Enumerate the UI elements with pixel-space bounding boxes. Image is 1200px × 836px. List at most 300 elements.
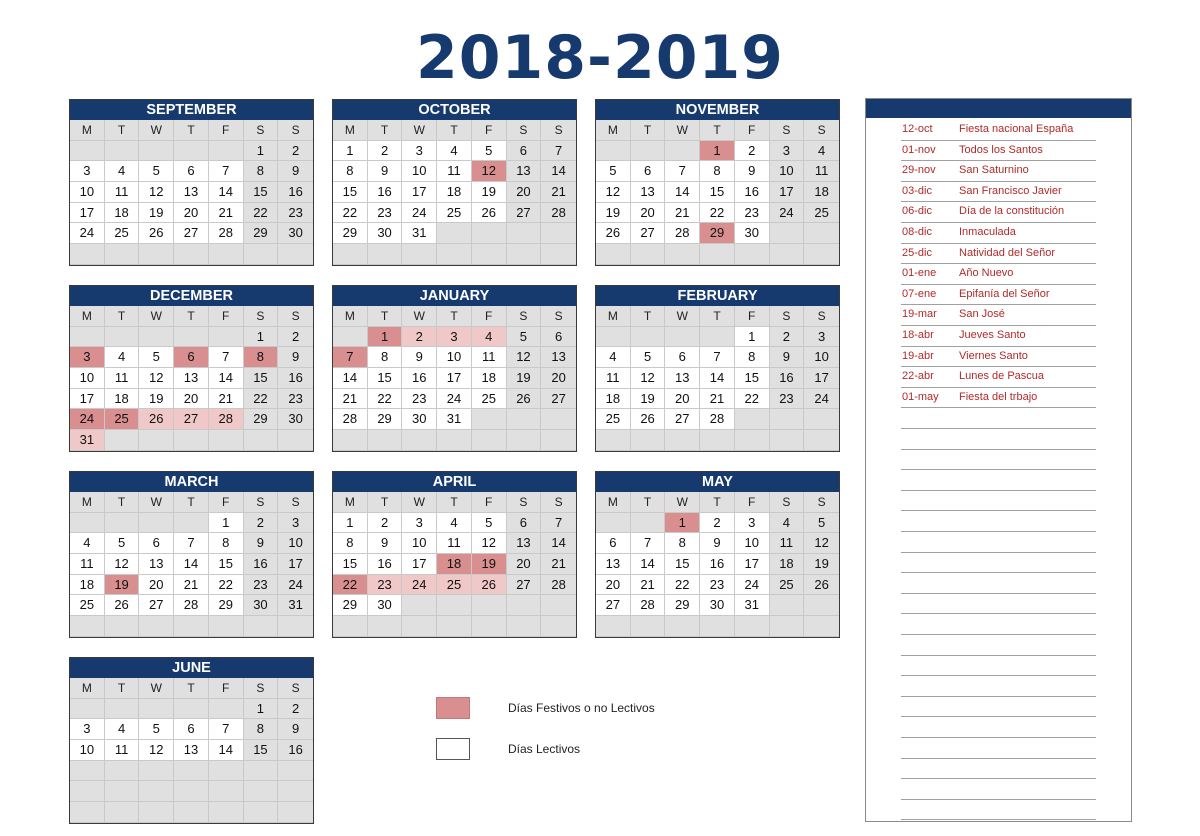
month-september <box>69 99 314 266</box>
day-cell: 27 <box>541 389 576 410</box>
day-cell: 15 <box>209 554 244 575</box>
empty-day-cell <box>139 513 174 534</box>
day-cell: 29 <box>333 223 368 244</box>
day-cell: 18 <box>804 182 839 203</box>
weekday-label: S <box>278 492 313 513</box>
day-cell: 30 <box>278 223 313 244</box>
weekday-label: S <box>278 678 313 699</box>
day-cell: 29 <box>665 595 700 616</box>
day-cell: 1 <box>665 513 700 534</box>
day-cell: 5 <box>596 161 631 182</box>
day-cell: 23 <box>278 389 313 410</box>
day-cell: 25 <box>437 575 472 596</box>
day-cell: 17 <box>70 389 105 410</box>
day-cell: 25 <box>804 203 839 224</box>
empty-day-cell <box>278 761 313 782</box>
day-cell: 22 <box>700 203 735 224</box>
empty-day-cell <box>105 327 140 348</box>
day-cell: 2 <box>402 327 437 348</box>
day-cell: 1 <box>333 513 368 534</box>
weekday-label: S <box>804 306 839 327</box>
day-cell: 14 <box>209 182 244 203</box>
empty-day-cell <box>665 244 700 265</box>
empty-day-cell <box>700 327 735 348</box>
day-cell: 13 <box>631 182 666 203</box>
page-title: 2018-2019 <box>416 23 784 93</box>
day-cell: 31 <box>70 430 105 451</box>
empty-day-cell <box>596 327 631 348</box>
month-title: SEPTEMBER <box>70 100 313 120</box>
day-cell: 3 <box>70 161 105 182</box>
month-title: OCTOBER <box>333 100 576 120</box>
day-cell: 2 <box>244 513 279 534</box>
empty-day-cell <box>174 781 209 802</box>
day-cell: 27 <box>139 595 174 616</box>
day-cell: 9 <box>278 161 313 182</box>
empty-day-cell <box>770 595 805 616</box>
weekday-label: W <box>402 306 437 327</box>
day-cell: 5 <box>631 347 666 368</box>
empty-day-cell <box>70 513 105 534</box>
day-cell: 6 <box>174 719 209 740</box>
day-cell: 12 <box>139 740 174 761</box>
day-cell: 31 <box>278 595 313 616</box>
empty-day-cell <box>402 595 437 616</box>
day-cell: 26 <box>631 409 666 430</box>
weekday-label: M <box>70 492 105 513</box>
month-title: JUNE <box>70 658 313 678</box>
day-cell: 5 <box>507 327 542 348</box>
day-cell: 7 <box>631 533 666 554</box>
empty-day-cell <box>507 430 542 451</box>
empty-day-cell <box>437 430 472 451</box>
day-cell: 3 <box>278 513 313 534</box>
day-cell: 18 <box>437 554 472 575</box>
month-december <box>69 285 314 452</box>
day-cell: 16 <box>735 182 770 203</box>
empty-day-cell <box>333 430 368 451</box>
weekday-label: F <box>209 492 244 513</box>
empty-day-cell <box>139 781 174 802</box>
empty-day-cell <box>209 761 244 782</box>
empty-day-cell <box>507 595 542 616</box>
day-cell: 30 <box>368 595 403 616</box>
holiday-row <box>901 346 1096 368</box>
holiday-blank-row <box>901 552 1096 574</box>
empty-day-cell <box>402 244 437 265</box>
holiday-blank-row <box>901 593 1096 615</box>
day-cell: 30 <box>735 223 770 244</box>
day-cell: 2 <box>368 141 403 162</box>
holiday-name: San Francisco Javier <box>959 184 1062 197</box>
holiday-row <box>901 119 1096 141</box>
weekday-label: S <box>244 306 279 327</box>
empty-day-cell <box>244 781 279 802</box>
weekday-label: M <box>596 306 631 327</box>
weekday-label: T <box>174 306 209 327</box>
empty-day-cell <box>70 616 105 637</box>
day-cell: 1 <box>333 141 368 162</box>
day-cell: 17 <box>402 182 437 203</box>
weekday-label: W <box>139 678 174 699</box>
empty-day-cell <box>209 802 244 823</box>
month-days-grid <box>70 678 313 823</box>
day-cell: 7 <box>541 513 576 534</box>
empty-day-cell <box>631 616 666 637</box>
day-cell: 11 <box>804 161 839 182</box>
day-cell: 26 <box>139 409 174 430</box>
day-cell: 6 <box>139 533 174 554</box>
empty-day-cell <box>209 430 244 451</box>
day-cell: 17 <box>278 554 313 575</box>
day-cell: 4 <box>105 719 140 740</box>
empty-day-cell <box>596 244 631 265</box>
day-cell: 25 <box>596 409 631 430</box>
day-cell: 14 <box>631 554 666 575</box>
empty-day-cell <box>139 616 174 637</box>
empty-day-cell <box>541 223 576 244</box>
day-cell: 30 <box>402 409 437 430</box>
day-cell: 8 <box>735 347 770 368</box>
day-cell: 8 <box>209 533 244 554</box>
holiday-blank-row <box>901 531 1096 553</box>
weekday-label: S <box>278 306 313 327</box>
day-cell: 7 <box>209 719 244 740</box>
month-title: JANUARY <box>333 286 576 306</box>
day-cell: 26 <box>472 575 507 596</box>
empty-day-cell <box>278 244 313 265</box>
day-cell: 5 <box>139 161 174 182</box>
day-cell: 5 <box>105 533 140 554</box>
empty-day-cell <box>278 802 313 823</box>
day-cell: 12 <box>139 182 174 203</box>
month-title: DECEMBER <box>70 286 313 306</box>
day-cell: 15 <box>368 368 403 389</box>
day-cell: 24 <box>437 389 472 410</box>
weekday-label: W <box>139 306 174 327</box>
day-cell: 23 <box>735 203 770 224</box>
month-title: NOVEMBER <box>596 100 839 120</box>
empty-day-cell <box>70 699 105 720</box>
weekday-label: T <box>105 492 140 513</box>
day-cell: 22 <box>209 575 244 596</box>
day-cell: 9 <box>700 533 735 554</box>
day-cell: 20 <box>665 389 700 410</box>
day-cell: 24 <box>402 203 437 224</box>
day-cell: 3 <box>402 513 437 534</box>
month-days-grid <box>333 120 576 265</box>
weekday-label: T <box>700 120 735 141</box>
holiday-blank-row <box>901 716 1096 738</box>
day-cell: 28 <box>700 409 735 430</box>
holiday-blank-row <box>901 428 1096 450</box>
day-cell: 19 <box>631 389 666 410</box>
day-cell: 5 <box>472 513 507 534</box>
weekday-label: T <box>105 120 140 141</box>
empty-day-cell <box>735 616 770 637</box>
holiday-date: 29-nov <box>902 164 936 177</box>
day-cell: 13 <box>596 554 631 575</box>
empty-day-cell <box>333 327 368 348</box>
weekday-label: T <box>437 492 472 513</box>
empty-day-cell <box>596 616 631 637</box>
month-march <box>69 471 314 638</box>
holiday-date: 22-abr <box>902 370 934 383</box>
weekday-label: F <box>472 120 507 141</box>
holiday-date: 25-dic <box>902 246 932 259</box>
holiday-row <box>901 222 1096 244</box>
empty-day-cell <box>105 616 140 637</box>
day-cell: 30 <box>368 223 403 244</box>
empty-day-cell <box>244 802 279 823</box>
day-cell: 11 <box>437 533 472 554</box>
day-cell: 29 <box>700 223 735 244</box>
holiday-name: Todos los Santos <box>959 143 1043 156</box>
weekday-label: T <box>368 492 403 513</box>
day-cell: 5 <box>804 513 839 534</box>
weekday-label: S <box>541 492 576 513</box>
empty-day-cell <box>105 513 140 534</box>
weekday-label: S <box>804 492 839 513</box>
holiday-blank-row <box>901 634 1096 656</box>
holiday-blank-row <box>901 490 1096 512</box>
day-cell: 6 <box>174 347 209 368</box>
day-cell: 29 <box>368 409 403 430</box>
day-cell: 24 <box>278 575 313 596</box>
day-cell: 1 <box>244 699 279 720</box>
day-cell: 27 <box>596 595 631 616</box>
day-cell: 6 <box>174 161 209 182</box>
empty-day-cell <box>174 327 209 348</box>
weekday-label: T <box>631 492 666 513</box>
empty-day-cell <box>105 699 140 720</box>
day-cell: 30 <box>278 409 313 430</box>
day-cell: 8 <box>665 533 700 554</box>
empty-day-cell <box>631 327 666 348</box>
empty-day-cell <box>631 430 666 451</box>
day-cell: 2 <box>278 699 313 720</box>
day-cell: 19 <box>596 203 631 224</box>
day-cell: 23 <box>770 389 805 410</box>
holiday-name: Año Nuevo <box>959 267 1014 280</box>
day-cell: 9 <box>278 719 313 740</box>
day-cell: 27 <box>507 575 542 596</box>
empty-day-cell <box>541 409 576 430</box>
weekday-label: T <box>700 492 735 513</box>
holiday-date: 07-ene <box>902 287 937 300</box>
day-cell: 1 <box>735 327 770 348</box>
weekday-label: S <box>507 306 542 327</box>
day-cell: 10 <box>70 182 105 203</box>
weekday-label: S <box>770 492 805 513</box>
day-cell: 28 <box>174 595 209 616</box>
day-cell: 21 <box>541 182 576 203</box>
day-cell: 6 <box>596 533 631 554</box>
day-cell: 20 <box>596 575 631 596</box>
day-cell: 2 <box>278 327 313 348</box>
day-cell: 2 <box>700 513 735 534</box>
month-may <box>595 471 840 638</box>
weekday-label: W <box>665 492 700 513</box>
weekday-label: M <box>596 492 631 513</box>
weekday-label: W <box>402 120 437 141</box>
empty-day-cell <box>437 223 472 244</box>
weekday-label: M <box>333 492 368 513</box>
day-cell: 25 <box>105 409 140 430</box>
day-cell: 29 <box>333 595 368 616</box>
holiday-list-header-bar <box>866 99 1131 118</box>
holiday-blank-row <box>901 696 1096 718</box>
day-cell: 27 <box>174 409 209 430</box>
day-cell: 22 <box>665 575 700 596</box>
empty-day-cell <box>804 244 839 265</box>
day-cell: 31 <box>437 409 472 430</box>
day-cell: 28 <box>631 595 666 616</box>
day-cell: 25 <box>70 595 105 616</box>
day-cell: 27 <box>631 223 666 244</box>
day-cell: 14 <box>333 368 368 389</box>
day-cell: 27 <box>665 409 700 430</box>
day-cell: 2 <box>278 141 313 162</box>
empty-day-cell <box>507 409 542 430</box>
empty-day-cell <box>507 223 542 244</box>
weekday-label: W <box>665 306 700 327</box>
weekday-label: F <box>209 120 244 141</box>
day-cell: 20 <box>507 554 542 575</box>
day-cell: 17 <box>402 554 437 575</box>
day-cell: 21 <box>333 389 368 410</box>
day-cell: 11 <box>437 161 472 182</box>
day-cell: 21 <box>631 575 666 596</box>
month-days-grid <box>333 306 576 451</box>
legend-holiday-swatch <box>436 697 470 719</box>
empty-day-cell <box>244 430 279 451</box>
empty-day-cell <box>770 616 805 637</box>
day-cell: 13 <box>507 533 542 554</box>
day-cell: 3 <box>437 327 472 348</box>
holiday-blank-row <box>901 449 1096 471</box>
holiday-row <box>901 243 1096 265</box>
day-cell: 22 <box>368 389 403 410</box>
day-cell: 15 <box>333 182 368 203</box>
day-cell: 15 <box>244 740 279 761</box>
day-cell: 10 <box>735 533 770 554</box>
empty-day-cell <box>541 430 576 451</box>
holiday-list-panel <box>865 98 1132 822</box>
day-cell: 12 <box>631 368 666 389</box>
empty-day-cell <box>596 430 631 451</box>
weekday-label: M <box>333 306 368 327</box>
holiday-blank-row <box>901 510 1096 532</box>
day-cell: 8 <box>244 347 279 368</box>
day-cell: 19 <box>472 182 507 203</box>
day-cell: 14 <box>541 161 576 182</box>
weekday-label: M <box>596 120 631 141</box>
empty-day-cell <box>402 616 437 637</box>
day-cell: 7 <box>333 347 368 368</box>
day-cell: 15 <box>735 368 770 389</box>
weekday-label: W <box>665 120 700 141</box>
holiday-date: 01-nov <box>902 143 936 156</box>
holiday-row <box>901 366 1096 388</box>
day-cell: 12 <box>472 533 507 554</box>
empty-day-cell <box>368 244 403 265</box>
holiday-name: Fiesta nacional España <box>959 123 1074 135</box>
day-cell: 21 <box>174 575 209 596</box>
day-cell: 2 <box>770 327 805 348</box>
empty-day-cell <box>139 802 174 823</box>
day-cell: 21 <box>665 203 700 224</box>
empty-day-cell <box>139 761 174 782</box>
day-cell: 18 <box>770 554 805 575</box>
empty-day-cell <box>472 430 507 451</box>
day-cell: 19 <box>139 389 174 410</box>
weekday-label: T <box>437 120 472 141</box>
empty-day-cell <box>665 430 700 451</box>
holiday-date: 01-may <box>902 390 939 403</box>
day-cell: 24 <box>402 575 437 596</box>
empty-day-cell <box>139 327 174 348</box>
day-cell: 7 <box>209 161 244 182</box>
empty-day-cell <box>368 616 403 637</box>
empty-day-cell <box>70 802 105 823</box>
day-cell: 7 <box>541 141 576 162</box>
weekday-label: F <box>209 678 244 699</box>
day-cell: 11 <box>770 533 805 554</box>
weekday-label: S <box>541 306 576 327</box>
holiday-blank-row <box>901 778 1096 800</box>
empty-day-cell <box>770 223 805 244</box>
weekday-label: F <box>472 492 507 513</box>
weekday-label: T <box>368 120 403 141</box>
day-cell: 28 <box>541 575 576 596</box>
weekday-label: S <box>278 120 313 141</box>
day-cell: 22 <box>735 389 770 410</box>
day-cell: 26 <box>507 389 542 410</box>
month-october <box>332 99 577 266</box>
day-cell: 12 <box>804 533 839 554</box>
day-cell: 19 <box>507 368 542 389</box>
holiday-blank-row <box>901 407 1096 429</box>
weekday-label: T <box>368 306 403 327</box>
day-cell: 12 <box>596 182 631 203</box>
day-cell: 18 <box>472 368 507 389</box>
month-february <box>595 285 840 452</box>
weekday-label: W <box>402 492 437 513</box>
empty-day-cell <box>209 781 244 802</box>
month-title: MARCH <box>70 472 313 492</box>
empty-day-cell <box>70 761 105 782</box>
empty-day-cell <box>700 616 735 637</box>
empty-day-cell <box>507 244 542 265</box>
day-cell: 21 <box>700 389 735 410</box>
day-cell: 9 <box>244 533 279 554</box>
day-cell: 21 <box>209 203 244 224</box>
empty-day-cell <box>665 327 700 348</box>
weekday-label: M <box>70 306 105 327</box>
holiday-blank-row <box>901 613 1096 635</box>
empty-day-cell <box>139 430 174 451</box>
day-cell: 20 <box>507 182 542 203</box>
day-cell: 13 <box>665 368 700 389</box>
day-cell: 14 <box>541 533 576 554</box>
day-cell: 28 <box>541 203 576 224</box>
day-cell: 16 <box>278 182 313 203</box>
day-cell: 13 <box>139 554 174 575</box>
day-cell: 17 <box>770 182 805 203</box>
day-cell: 1 <box>209 513 244 534</box>
empty-day-cell <box>437 244 472 265</box>
